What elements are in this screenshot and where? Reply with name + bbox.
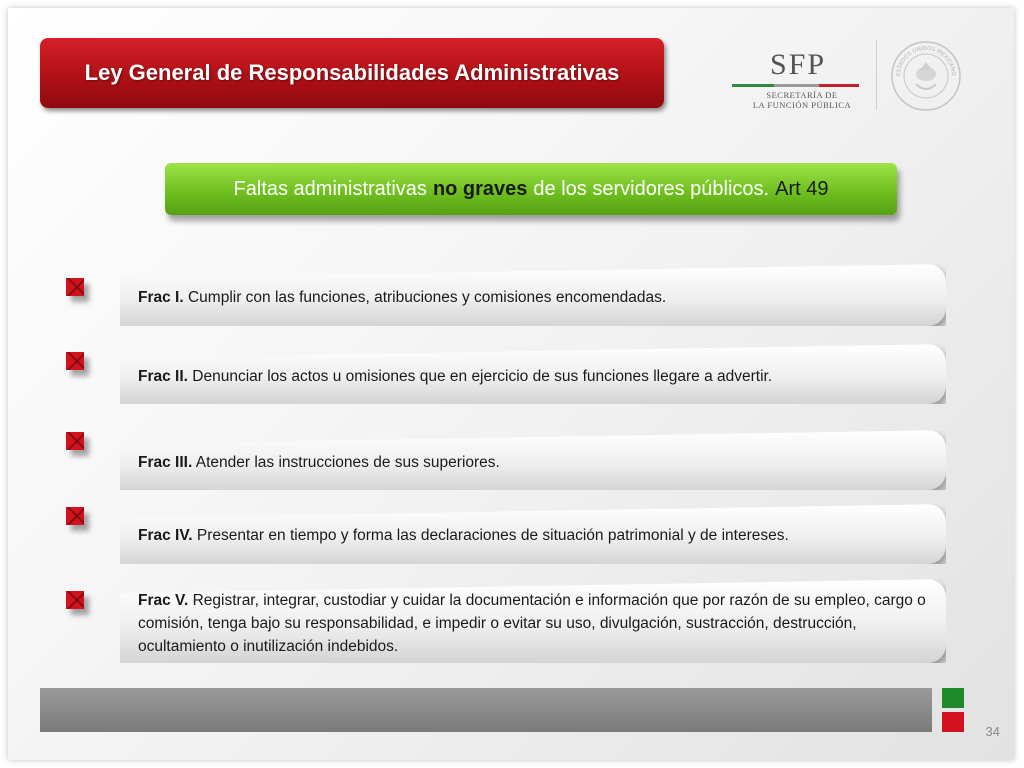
frac-label: Frac I.	[138, 289, 184, 306]
footer-red-square	[942, 712, 964, 732]
footer-green-square	[942, 688, 964, 708]
bullet-icon	[66, 352, 84, 370]
frac-item	[138, 365, 928, 388]
sfp-logo-wordmark: SFP	[770, 48, 827, 81]
frac-label: Frac III.	[138, 454, 193, 471]
mexico-seal-icon	[890, 40, 962, 112]
frac-text: Cumplir con las funciones, atribuciones y comisiones encomendadas.	[187, 289, 667, 306]
title-banner	[40, 38, 664, 108]
bullet-icon	[66, 507, 84, 525]
logo-divider	[876, 40, 877, 110]
subtitle-emphasis: no graves	[432, 177, 528, 200]
bullet-icon	[66, 278, 84, 296]
frac-label: Frac V.	[138, 592, 189, 609]
sfp-logo	[732, 50, 862, 112]
subtitle-text-after: de los servidores públicos.	[533, 177, 770, 200]
frac-text: Atender las instrucciones de sus superiores.	[195, 454, 500, 471]
svg-text:ESTADOS UNIDOS MEXICANOS: ESTADOS UNIDOS MEXICANO	[895, 45, 957, 77]
sfp-logo-line1: SECRETARÍA DE	[766, 90, 838, 100]
footer-bar	[40, 688, 932, 732]
sfp-logo-rule-green	[732, 84, 774, 87]
page-number: 34	[985, 724, 1000, 739]
bullet-icon	[66, 591, 84, 609]
frac-text: Registrar, integrar, custodiar y cuidar la documentación e información que por razón de su empleo, cargo o comisión, tenga bajo su responsabilidad, e impedir o evitar su uso, divulgación, sustracción, destrucción, ocultamiento o inutilización indebidos.	[138, 592, 926, 655]
subtitle-text: Faltas administrativas	[233, 177, 427, 200]
frac-item	[138, 524, 928, 547]
bullet-icon	[66, 432, 84, 450]
frac-label: Frac II.	[138, 368, 188, 385]
frac-label: Frac IV.	[138, 527, 193, 544]
subtitle-article-ref: Art 49	[775, 177, 829, 200]
sfp-logo-rule-red	[819, 84, 859, 87]
frac-item	[138, 286, 928, 309]
sfp-logo-rule-gray	[774, 84, 819, 87]
frac-text: Denunciar los actos u omisiones que en ejercicio de sus funciones llegare a advertir.	[192, 368, 773, 385]
subtitle-banner	[165, 163, 897, 215]
frac-item	[138, 589, 928, 658]
sfp-logo-line2: LA FUNCIÓN PÚBLICA	[752, 100, 852, 110]
frac-item	[138, 451, 928, 474]
slide-title: Ley General de Responsabilidades Administrativas	[84, 60, 620, 85]
frac-text: Presentar en tiempo y forma las declaraciones de situación patrimonial y de intereses.	[196, 527, 789, 544]
